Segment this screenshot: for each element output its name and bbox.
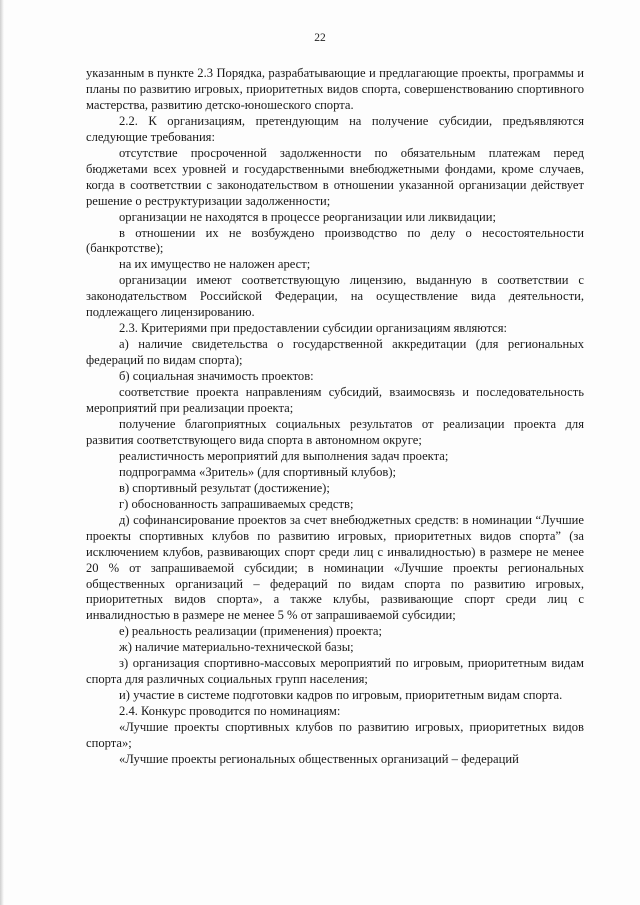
paragraph: 2.3. Критериями при предоставлении субсидии организациям являются: (119, 321, 508, 336)
body-text (86, 66, 584, 768)
paragraph: подпрограмма «Зритель» (для спортивный клубов); (119, 464, 397, 479)
paragraph: в отношении их не возбуждено производство по делу о несостоятельности (банкротстве); (86, 225, 584, 256)
paragraph: 2.2. К организациям, претендующим на получение субсидии, предъявляются следующие требования: (86, 113, 584, 144)
paragraph: в) спортивный результат (достижение); (119, 480, 330, 495)
page-number: 22 (314, 32, 326, 44)
paragraph: отсутствие просроченной задолженности по обязательным платежам перед бюджетами всех уровней и государственными внебюджетными фондами, кроме случаев, когда в соответствии с законодательством в отношении указанной организации действует решение о реструктуризации задолженности; (86, 145, 584, 208)
paragraph: на их имущество не наложен арест; (119, 257, 311, 272)
paragraph: е) реальность реализации (применения) проекта; (119, 624, 382, 639)
paragraph: «Лучшие проекты региональных общественных организаций – федераций (119, 751, 519, 766)
paragraph: «Лучшие проекты спортивных клубов по развитию игровых, приоритетных видов спорта»; (86, 720, 584, 751)
paragraph: организации не находятся в процессе реорганизации или ликвидации; (119, 209, 496, 224)
paragraph: реалистичность мероприятий для выполнения задач проекта; (119, 448, 449, 463)
paragraph: г) обоснованность запрашиваемых средств; (119, 496, 354, 511)
paragraph: организации имеют соответствующую лицензию, выданную в соответствии с законодательством Российской Федерации, на осуществление вида деятельности, подлежащего лицензированию. (86, 273, 584, 320)
paragraph: д) софинансирование проектов за счет внебюджетных средств: в номинации “Лучшие проекты спортивных клубов по развитию игровых, приоритетных видов спорта” (за исключением клубов, развивающих спорт среди лиц с инвалидностью) в размере не менее 20 % от запрашиваемой субсидии; в номинации «Лучшие проекты региональных общественных организаций – федераций по видам спорта по развитию игровых, приоритетных видов спорта», а также клубы, развивающие спорт среди лиц с инвалидностью в размере не менее 5 % от запрашиваемой субсидии; (86, 512, 584, 623)
paragraph: а) наличие свидетельства о государственной аккредитации (для региональных федераций по видам спорта); (86, 337, 584, 368)
scan-edge (0, 0, 4, 905)
paragraph: з) организация спортивно-массовых мероприятий по игровым, приоритетным видам спорта для различных социальных групп населения; (86, 656, 584, 687)
paragraph: соответствие проекта направлениям субсидий, взаимосвязь и последовательность мероприятий при реализации проекта; (86, 385, 584, 416)
paragraph: указанным в пункте 2.3 Порядка, разрабатывающие и предлагающие проекты, программы и планы по развитию игровых, приоритетных видов спорта, совершенствованию спортивного мастерства, развитию детско-юношеского спорта. (86, 66, 584, 112)
paragraph: и) участие в системе подготовки кадров по игровым, приоритетным видам спорта. (119, 688, 563, 703)
paragraph: б) социальная значимость проектов: (119, 369, 314, 384)
paragraph: 2.4. Конкурс проводится по номинациям: (119, 704, 341, 719)
paragraph: получение благоприятных социальных результатов от реализации проекта для развития соответствующего вида спорта в автономном округе; (86, 416, 584, 447)
paragraph: ж) наличие материально-технической базы; (119, 640, 354, 655)
